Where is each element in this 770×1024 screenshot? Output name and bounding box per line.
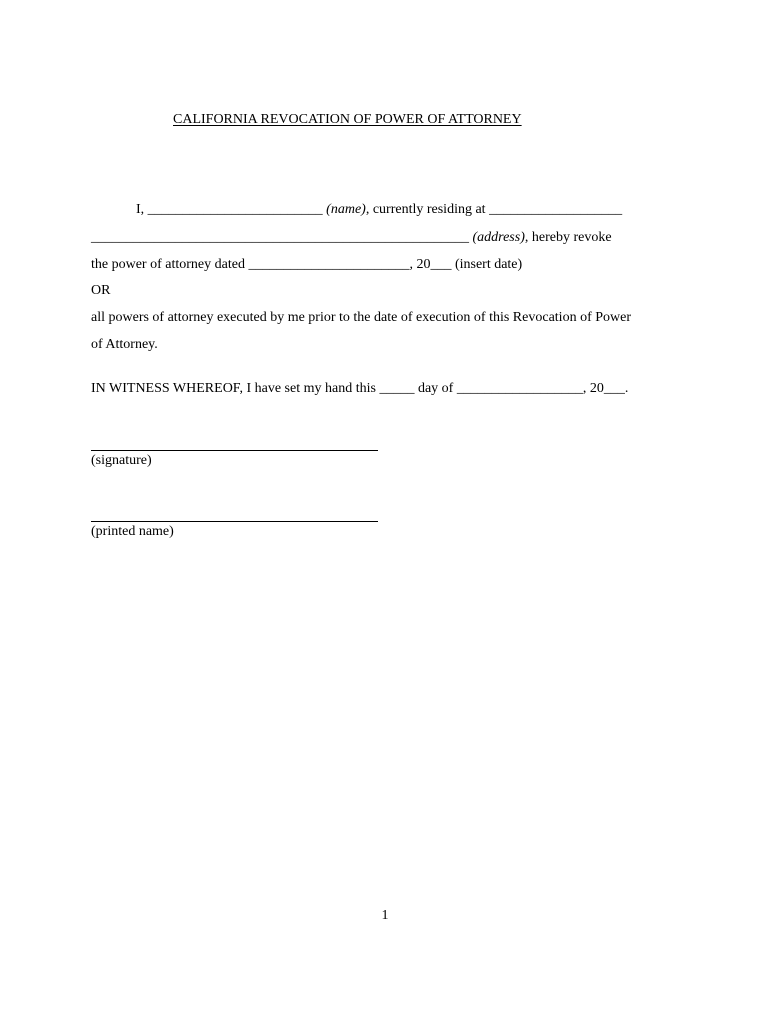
or-text: OR [91,283,111,298]
name-field-label: (name) [326,202,366,217]
address-field-label: (address) [472,230,525,245]
witness-line: IN WITNESS WHEREOF, I have set my hand this _____ day of __________________, 20___. [91,381,629,396]
all-powers-line: all powers of attorney executed by me prior to the date of execution of this Revocation of Power [91,310,631,325]
printed-name-line [91,521,378,522]
residing-text: , currently residing at ___________________ [365,202,623,217]
address-line [91,229,612,247]
document-title: CALIFORNIA REVOCATION OF POWER OF ATTORNEY [173,112,522,127]
page-number: 1 [381,908,389,923]
declarant-text-start: I, _________________________ [136,202,327,217]
signature-label: (signature) [91,453,152,468]
signature-line [91,450,378,451]
address-blank: ______________________________________________________ [91,230,473,245]
declarant-line [136,201,622,219]
all-powers-line-continued: of Attorney. [91,337,158,352]
poa-date-line: the power of attorney dated _______________________, 20___ (insert date) [91,257,523,272]
printed-name-label: (printed name) [91,524,174,539]
revoke-text: , hereby revoke [524,230,612,245]
